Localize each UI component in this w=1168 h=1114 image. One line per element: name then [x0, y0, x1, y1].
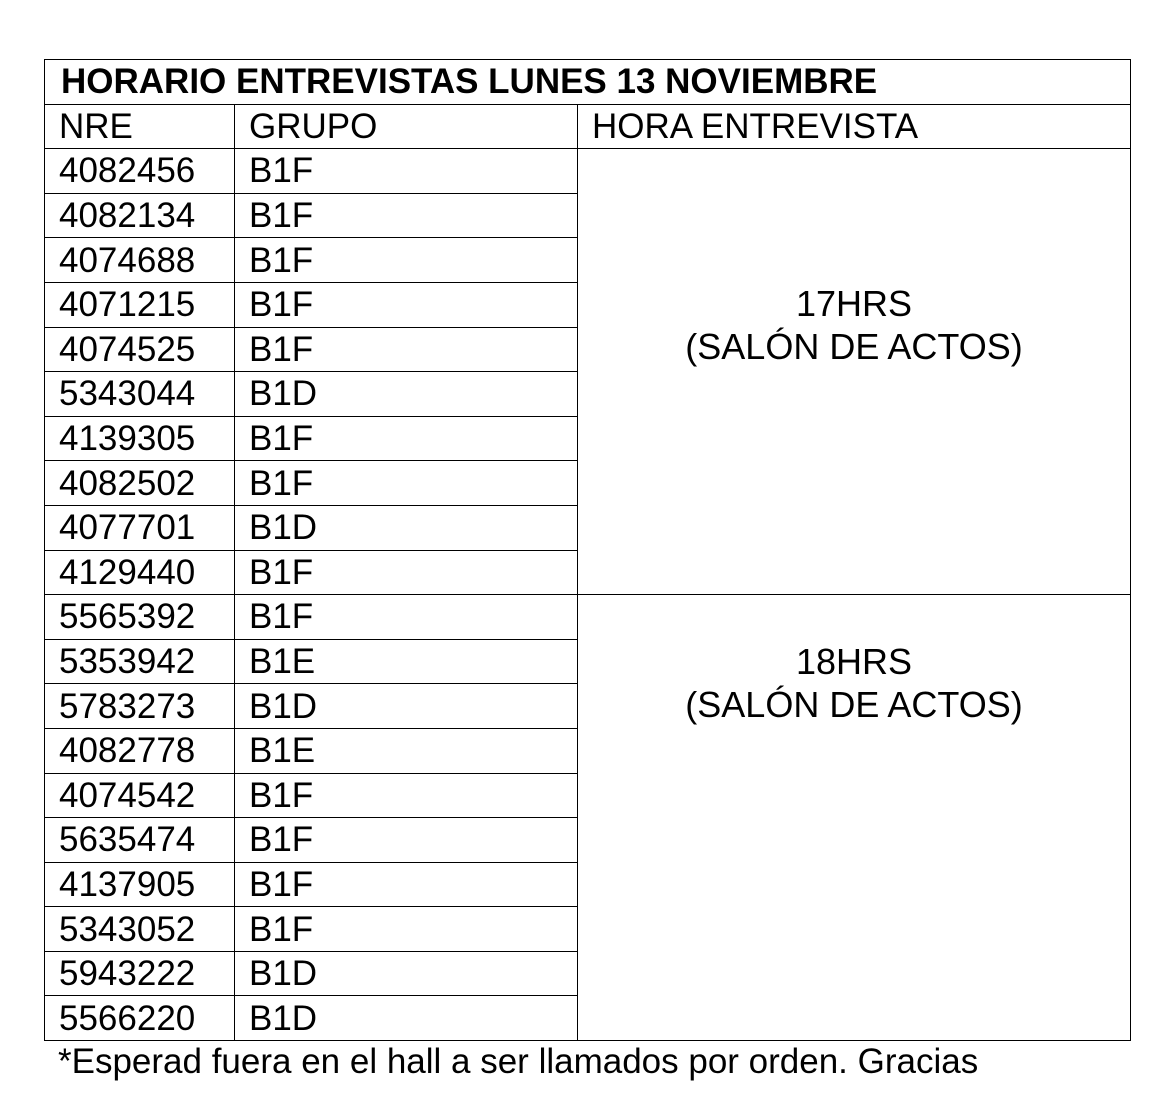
header-grupo: GRUPO	[235, 104, 578, 149]
nre-cell: 4082134	[45, 193, 235, 238]
grupo-cell: B1F	[235, 193, 578, 238]
nre-cell: 4129440	[45, 550, 235, 595]
nre-cell: 4071215	[45, 282, 235, 327]
grupo-cell: B1F	[235, 416, 578, 461]
slot-time: 18HRS	[795, 641, 913, 683]
grupo-cell: B1D	[235, 505, 578, 550]
table-title: HORARIO ENTREVISTAS LUNES 13 NOVIEMBRE	[45, 60, 1131, 105]
grupo-cell: B1F	[235, 149, 578, 194]
interview-slot	[578, 595, 1130, 726]
nre-cell: 5943222	[45, 951, 235, 996]
footer-note: *Esperad fuera en el hall a ser llamados por orden. Gracias	[58, 1042, 979, 1081]
nre-cell: 4077701	[45, 505, 235, 550]
table-row	[45, 595, 1131, 640]
title-row	[45, 60, 1131, 105]
nre-cell: 5565392	[45, 595, 235, 640]
grupo-cell: B1F	[235, 862, 578, 907]
nre-cell: 5343052	[45, 907, 235, 952]
nre-cell: 4074542	[45, 773, 235, 818]
grupo-cell: B1F	[235, 550, 578, 595]
grupo-cell: B1D	[235, 951, 578, 996]
slot-place: (SALÓN DE ACTOS)	[685, 684, 1023, 726]
grupo-cell: B1E	[235, 639, 578, 684]
header-nre: NRE	[45, 104, 235, 149]
nre-cell: 5353942	[45, 639, 235, 684]
nre-cell: 5783273	[45, 684, 235, 729]
grupo-cell: B1E	[235, 728, 578, 773]
header-hora: HORA ENTREVISTA	[578, 104, 1131, 149]
grupo-cell: B1F	[235, 818, 578, 863]
nre-cell: 4137905	[45, 862, 235, 907]
interview-schedule-table	[44, 59, 1131, 1041]
slot-place: (SALÓN DE ACTOS)	[685, 326, 1023, 368]
nre-cell: 5566220	[45, 996, 235, 1041]
nre-cell: 4139305	[45, 416, 235, 461]
interview-slot-cell	[578, 149, 1131, 595]
grupo-cell: B1F	[235, 238, 578, 283]
table-row	[45, 149, 1131, 194]
nre-cell: 4082778	[45, 728, 235, 773]
nre-cell: 4082456	[45, 149, 235, 194]
grupo-cell: B1F	[235, 282, 578, 327]
grupo-cell: B1D	[235, 372, 578, 417]
grupo-cell: B1F	[235, 327, 578, 372]
slot-time: 17HRS	[795, 283, 913, 325]
grupo-cell: B1F	[235, 595, 578, 640]
grupo-cell: B1F	[235, 773, 578, 818]
grupo-cell: B1F	[235, 461, 578, 506]
grupo-cell: B1D	[235, 684, 578, 729]
nre-cell: 5343044	[45, 372, 235, 417]
grupo-cell: B1F	[235, 907, 578, 952]
nre-cell: 5635474	[45, 818, 235, 863]
interview-slot	[578, 149, 1130, 368]
nre-cell: 4074688	[45, 238, 235, 283]
nre-cell: 4082502	[45, 461, 235, 506]
header-row	[45, 104, 1131, 149]
interview-slot-cell	[578, 595, 1131, 1041]
nre-cell: 4074525	[45, 327, 235, 372]
grupo-cell: B1D	[235, 996, 578, 1041]
